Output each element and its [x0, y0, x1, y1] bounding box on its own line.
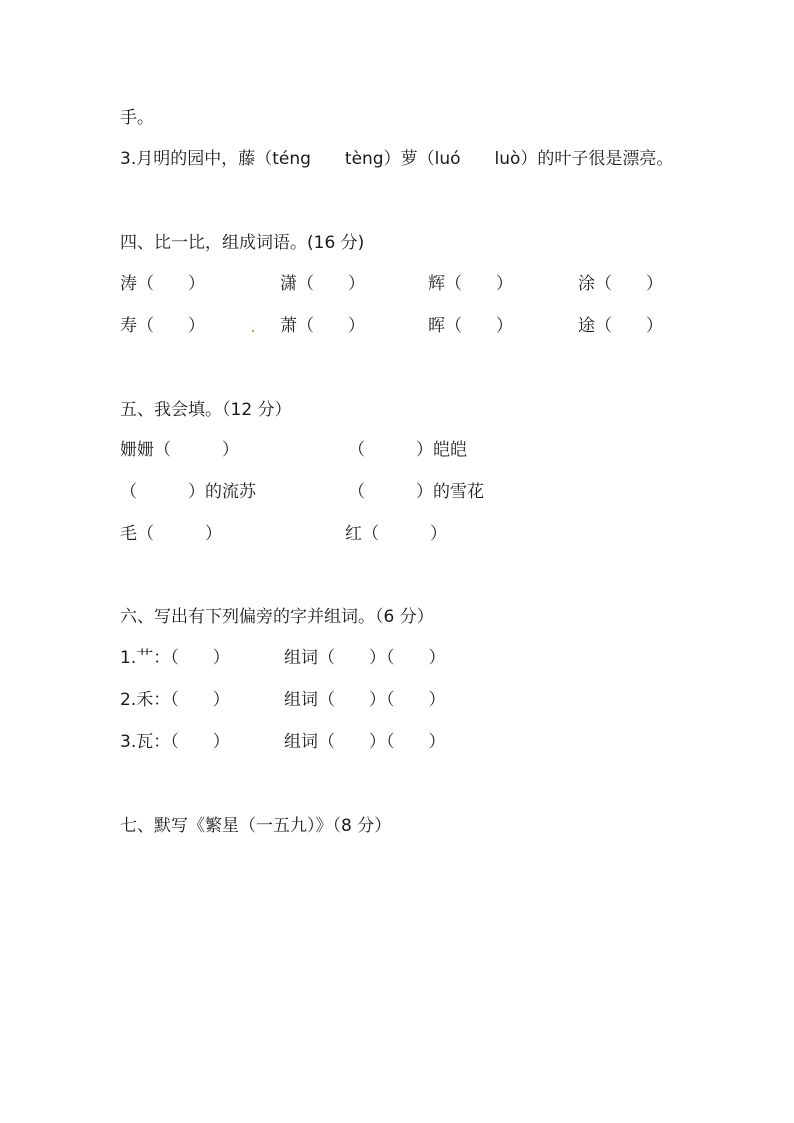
s4-r2-c4: 途（ ）: [578, 316, 663, 336]
s6-item-1-radical: 1.艹：（ ）: [120, 648, 230, 668]
s4-r2-c3: 晖（ ）: [428, 316, 513, 336]
s6-item-3-words: 组词（ ）（ ）: [284, 732, 446, 752]
s6-item-1-words: 组词（ ）（ ）: [284, 648, 446, 668]
s4-r1-c4: 涂（ ）: [578, 274, 663, 294]
s5-r2-right: （ ）的雪花: [348, 482, 484, 502]
q3-line-continuation: 手。: [120, 108, 154, 128]
s4-r1-c2: 潇（ ）: [280, 274, 365, 294]
s4-r2-c1: 寿（ ）: [120, 316, 205, 336]
s5-r3-right: 红（ ）: [345, 524, 447, 544]
s6-item-2-radical: 2.禾：（ ）: [120, 690, 230, 710]
section-7-heading: 七、默写《繁星（一五九）》（8 分）: [120, 816, 392, 836]
s5-r1-right: （ ）皑皑: [348, 440, 467, 460]
section-5-heading: 五、我会填。（12 分）: [120, 400, 292, 420]
stray-dot: [252, 330, 254, 332]
s5-r2-left: （ ）的流苏: [120, 482, 256, 502]
s4-r1-c1: 涛（ ）: [120, 274, 205, 294]
section-4-heading: 四、比一比，组成词语。(16 分): [120, 233, 365, 253]
section-6-heading: 六、写出有下列偏旁的字并组词。（6 分）: [120, 607, 434, 627]
q3-item-3: 3.月明的园中，藤（téng tèng）萝（luó luò）的叶子很是漂亮。: [120, 149, 674, 169]
s5-r3-left: 毛（ ）: [120, 524, 222, 544]
s5-r1-left: 姗姗（ ）: [120, 440, 239, 460]
s4-r2-c2: 萧（ ）: [280, 316, 365, 336]
s6-item-3-radical: 3.瓦：（ ）: [120, 732, 230, 752]
s4-r1-c3: 辉（ ）: [428, 274, 513, 294]
s6-item-2-words: 组词（ ）（ ）: [284, 690, 446, 710]
